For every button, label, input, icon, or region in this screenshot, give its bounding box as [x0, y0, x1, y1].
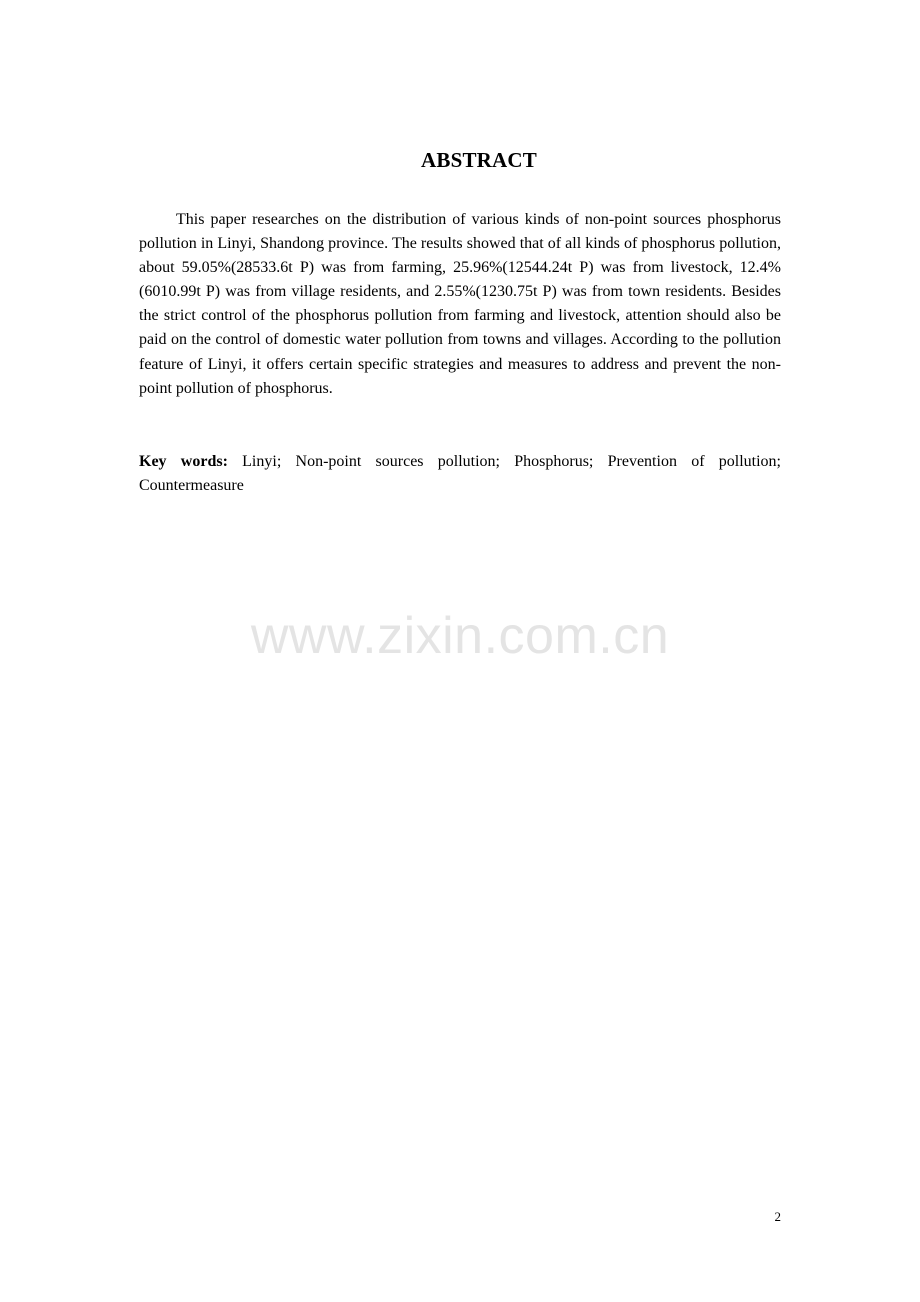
- keywords-label: Key words:: [139, 453, 228, 470]
- watermark-text: www.zixin.com.cn: [250, 607, 670, 665]
- abstract-paragraph: This paper researches on the distribution of various kinds of non-point sources phosphorus pollution in Linyi, Shandong province. The results showed that of all kinds of phosphorus pollution, about 59.05%(28533.6t P) was from farming, 25.96%(12544.24t P) was from livestock, 12.4%(6010.99t P) was from village residents, and 2.55%(1230.75t P) was from town residents. Besides the strict control of the phosphorus pollution from farming and livestock, attention should also be paid on the control of domestic water pollution from towns and villages. According to the pollution feature of Linyi, it offers certain specific strategies and measures to address and prevent the non-point pollution of phosphorus.: [139, 211, 781, 397]
- abstract-title: ABSTRACT: [421, 148, 537, 172]
- page-number: 2: [774, 1209, 781, 1224]
- keywords-line: [139, 450, 781, 498]
- keywords-text: Linyi; Non-point sources pollution; Phosphorus; Prevention of pollution; Countermeasure: [139, 453, 781, 495]
